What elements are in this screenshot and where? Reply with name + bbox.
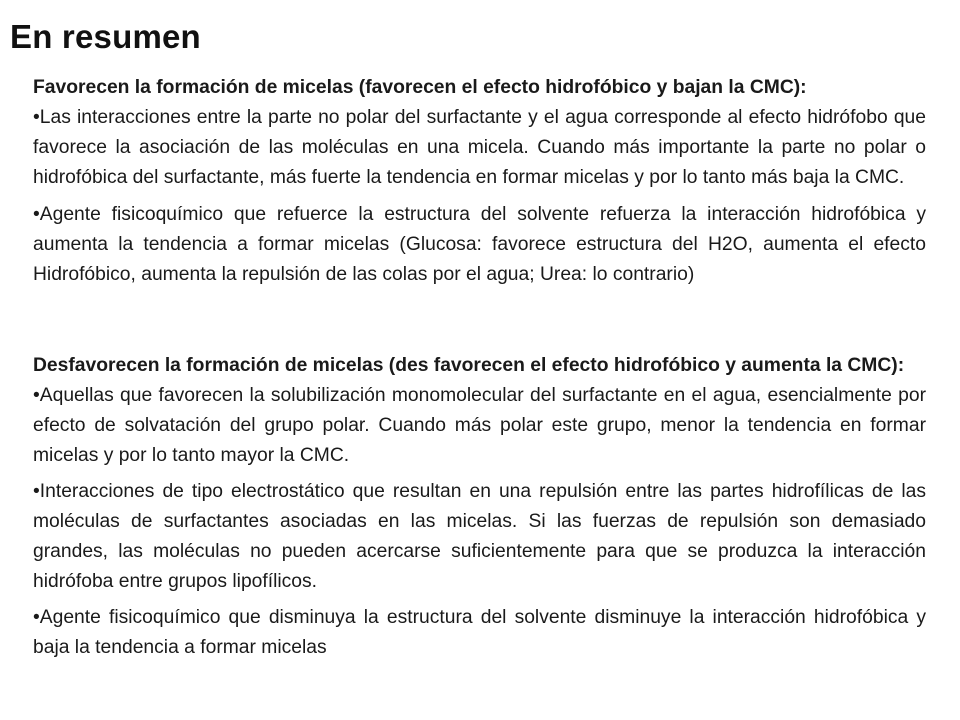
slide-title: En resumen: [10, 18, 201, 55]
disfavor-heading: Desfavorecen la formación de micelas (des favorecen el efecto hidrofóbico y aumenta la CMC):: [33, 355, 905, 376]
disfavor-bullet-2: •Interacciones de tipo electrostático que resultan en una repulsión entre las partes hidrofílicas de las moléculas de surfactantes asociadas en las micelas. Si las fuerzas de repulsión son demasiado grandes, las moléculas no pueden acercarse suficientemente para que se produzca la interacción hidrófoba entre grupos lipofílicos.: [33, 481, 926, 592]
disfavor-bullet-1: •Aquellas que favorecen la solubilización monomolecular del surfactante en el agua, esencialmente por efecto de solvatación del grupo polar. Cuando más polar este grupo, menor la tendencia en formar micelas y por lo tanto mayor la CMC.: [33, 385, 926, 466]
favor-bullet-2: •Agente fisicoquímico que refuerce la estructura del solvente refuerza la interacción hidrofóbica y aumenta la tendencia a formar micelas (Glucosa: favorece estructura del H2O, aumenta el efecto Hidrofóbico, aumenta la repulsión de las colas por el agua; Urea: lo contrario): [33, 204, 926, 285]
disfavor-section: [33, 351, 926, 669]
favor-section: [33, 73, 926, 297]
disfavor-bullet-3: •Agente fisicoquímico que disminuya la estructura del solvente disminuye la interacción hidrofóbica y baja la tendencia a formar micelas: [33, 607, 926, 658]
favor-bullet-1: •Las interacciones entre la parte no polar del surfactante y el agua corresponde al efecto hidrófobo que favorece la asociación de las moléculas en una micela. Cuando más importante la parte no polar o hidrofóbica del surfactante, más fuerte la tendencia en formar micelas y por lo tanto más baja la CMC.: [33, 107, 926, 188]
favor-heading: Favorecen la formación de micelas (favorecen el efecto hidrofóbico y bajan la CMC):: [33, 77, 807, 98]
